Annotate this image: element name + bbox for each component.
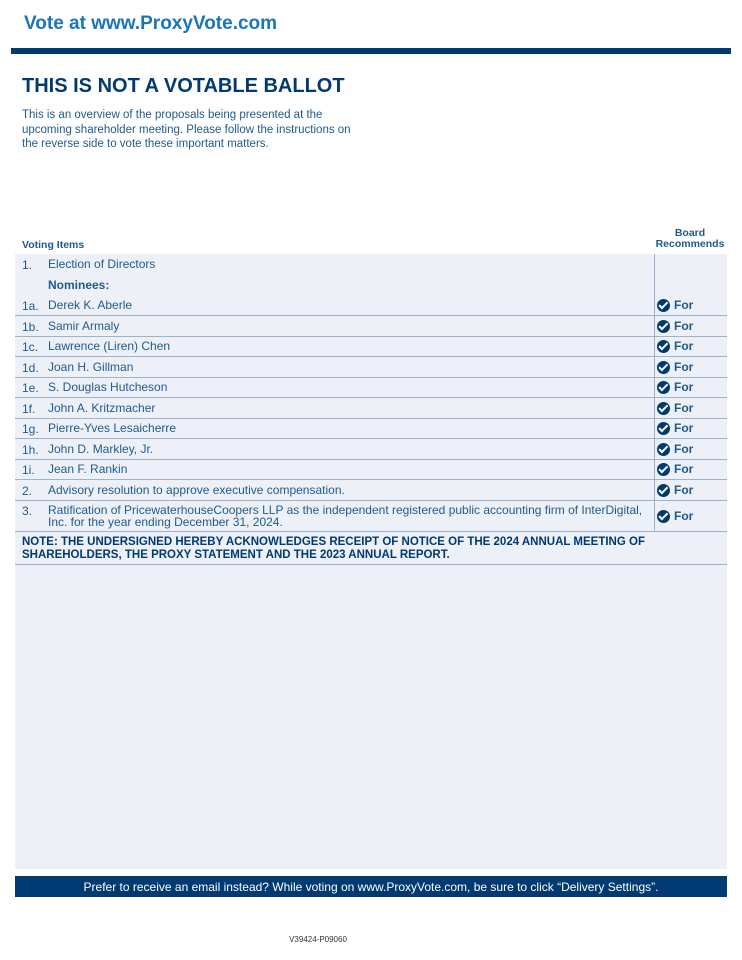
recommendation-label: For	[674, 298, 694, 312]
recommendation-label: For	[674, 401, 694, 415]
checkmark-icon	[657, 443, 670, 456]
proxyvote-link[interactable]: Vote at www.ProxyVote.com	[24, 13, 278, 34]
header-rule	[11, 48, 731, 54]
item-text: Jean F. Rankin	[48, 462, 128, 476]
item-number: 1b.	[22, 320, 39, 334]
voting-item-row	[15, 258, 727, 274]
checkmark-icon	[657, 402, 670, 415]
item-number: 3.	[22, 504, 33, 518]
email-delivery-banner	[15, 876, 727, 897]
board-recommendation	[657, 442, 693, 456]
document-code: V39424-P09060	[289, 935, 347, 944]
voting-items-panel	[15, 254, 727, 869]
page-title: THIS IS NOT A VOTABLE BALLOT	[22, 75, 345, 97]
item-number: 1c.	[22, 340, 39, 354]
item-text: Election of Directors	[48, 257, 156, 271]
intro-paragraph: This is an overview of the proposals being presented at the upcoming shareholder meeting. Please follow the instructions on the reverse side to vote these important matters.	[22, 109, 351, 150]
item-text: Advisory resolution to approve executive compensation.	[48, 483, 345, 497]
nominees-label: Nominees:	[48, 278, 110, 292]
item-number: 1e.	[22, 381, 39, 395]
recommendation-label: For	[674, 360, 694, 374]
board-recommendation	[657, 380, 693, 394]
checkmark-icon	[657, 510, 670, 523]
voting-item-row	[15, 357, 727, 378]
item-text: Samir Armaly	[48, 319, 120, 333]
voting-item-row	[15, 336, 727, 357]
item-text: Pierre-Yves Lesaicherre	[48, 421, 177, 435]
board-recommendation	[657, 509, 693, 523]
item-text: Ratification of PricewaterhouseCoopers LLP as the independent registered public accounting firm of InterDigital, Inc. for the year ending December 31, 2024.	[48, 503, 643, 529]
checkmark-icon	[657, 484, 670, 497]
acknowledgement-note: NOTE: THE UNDERSIGNED HEREBY ACKNOWLEDGES RECEIPT OF NOTICE OF THE 2024 ANNUAL MEETING OF SHAREHOLDERS, THE PROXY STATEMENT AND THE 2023 ANNUAL REPORT.	[22, 536, 645, 561]
nominees-label-row	[15, 279, 727, 295]
recommendation-label: For	[674, 421, 694, 435]
board-recommendation	[657, 360, 693, 374]
recommendation-label: For	[674, 442, 694, 456]
board-recommends-header	[652, 228, 728, 250]
item-number: 1g.	[22, 422, 39, 436]
item-number: 1.	[22, 258, 33, 272]
voting-item-row	[15, 439, 727, 460]
checkmark-icon	[657, 320, 670, 333]
board-recommends-header-line2: Recommends	[655, 238, 725, 250]
item-text: Lawrence (Liren) Chen	[48, 339, 171, 353]
recommendation-label: For	[674, 339, 694, 353]
checkmark-icon	[657, 381, 670, 394]
item-number: 2.	[22, 484, 33, 498]
board-recommendation	[657, 401, 693, 415]
board-recommendation	[657, 462, 693, 476]
item-text: Derek K. Aberle	[48, 298, 133, 312]
item-text: John A. Kritzmacher	[48, 401, 156, 415]
recommendation-label: For	[674, 380, 694, 394]
recommendation-label: For	[674, 509, 694, 523]
voting-items-header: Voting Items	[22, 239, 85, 251]
email-delivery-text: Prefer to receive an email instead? While voting on www.ProxyVote.com, be sure to click “Delivery Settings”.	[83, 879, 659, 894]
checkmark-icon	[657, 340, 670, 353]
voting-item-row	[15, 316, 727, 337]
board-recommendation	[657, 339, 693, 353]
board-recommends-header-line1: Board	[674, 227, 706, 239]
voting-item-row	[15, 418, 727, 439]
voting-item-row	[15, 480, 727, 501]
checkmark-icon	[657, 422, 670, 435]
item-text: John D. Markley, Jr.	[48, 442, 154, 456]
recommendation-label: For	[674, 462, 694, 476]
item-number: 1h.	[22, 443, 39, 457]
checkmark-icon	[657, 463, 670, 476]
item-number: 1i.	[22, 463, 35, 477]
voting-item-row	[15, 459, 727, 480]
board-recommendation	[657, 298, 693, 312]
checkmark-icon	[657, 299, 670, 312]
item-number: 1a.	[22, 299, 39, 313]
item-text: Joan H. Gillman	[48, 360, 134, 374]
board-recommendation	[657, 421, 693, 435]
checkmark-icon	[657, 361, 670, 374]
voting-item-row	[15, 377, 727, 398]
item-text: S. Douglas Hutcheson	[48, 380, 168, 394]
voting-item-row	[15, 398, 727, 419]
recommendation-label: For	[674, 319, 694, 333]
item-number: 1f.	[22, 402, 36, 416]
board-recommendation	[657, 483, 693, 497]
item-number: 1d.	[22, 361, 39, 375]
voting-item-row	[15, 295, 727, 316]
note-rule	[15, 564, 727, 565]
voting-item-row	[15, 500, 727, 532]
board-recommendation	[657, 319, 693, 333]
recommendation-label: For	[674, 483, 694, 497]
